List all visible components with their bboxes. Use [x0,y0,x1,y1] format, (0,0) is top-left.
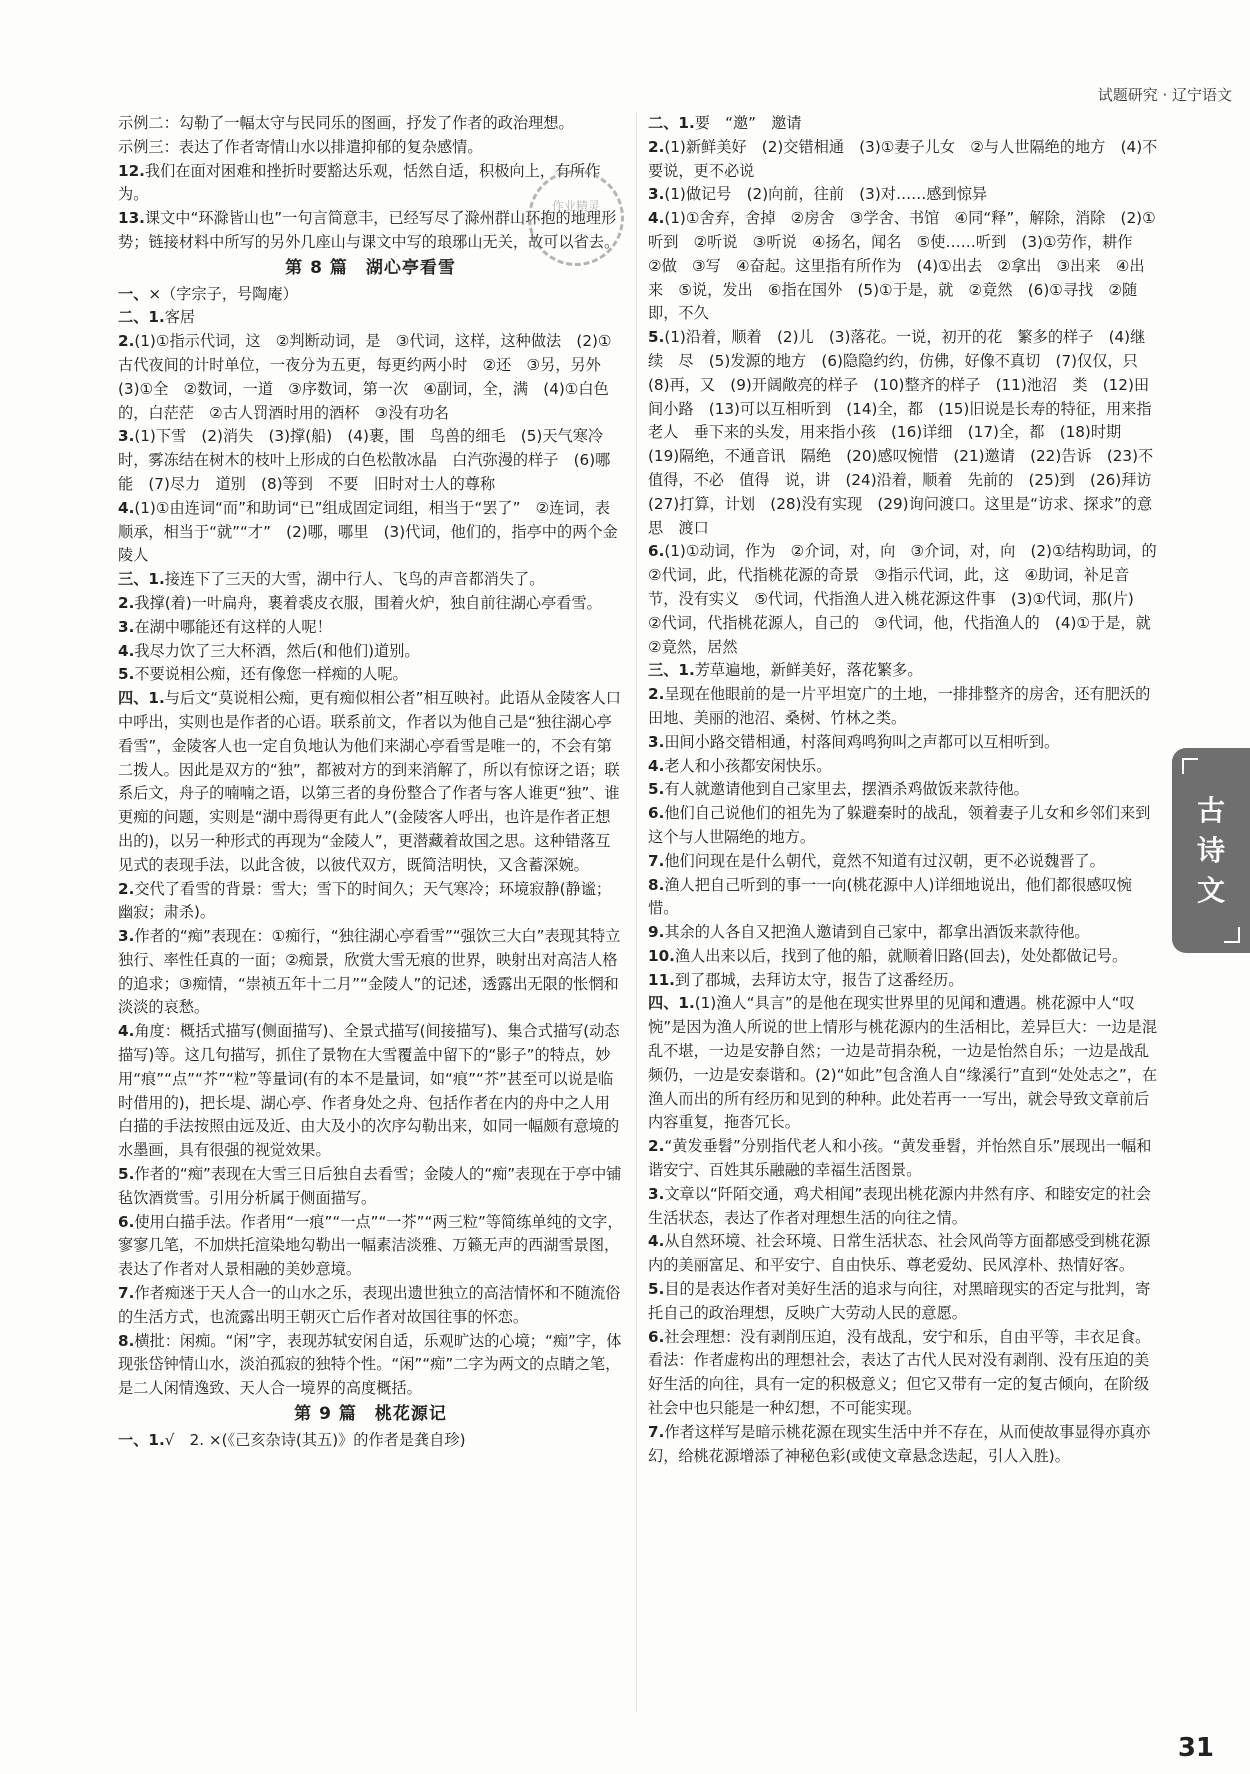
section-title: 第 9 篇 桃花源记 [294,1404,447,1425]
answer-text: √ 2. ×(《己亥杂诗(其五)》的作者是龚自珍) [164,1430,466,1449]
answer-text: 渔人出来以后，找到了他的船，就顺着旧路(回去)，处处都做记号。 [674,946,1128,965]
answer-text: 老人和小孩都安闲快乐。 [664,756,832,775]
column-divider [636,112,637,1712]
answer-number: 5. [118,665,135,684]
answer-text: 示例三：表达了作者寄情山水以排遣抑郁的复杂感情。 [118,137,483,156]
answer-number: 3. [648,1184,665,1203]
answer-item [118,878,623,926]
answer-item [118,687,623,877]
answer-text: 他们问现在是什么朝代，竟然不知道有过汉朝，更不必说魏晋了。 [664,851,1105,870]
answer-number: 6. [648,542,665,561]
answer-item [648,969,1158,993]
answer-number: 6. [648,1327,665,1346]
answer-text: 交代了看雪的背景：雪大；雪下的时间久；天气寒冷；环境寂静(静谧；幽寂；肃杀)。 [118,879,612,922]
answer-text: 作者这样写是暗示桃花源在现实生活中并不存在，从而使故事显得亦真亦幻，给桃花源增添了神秘色彩(或使文章悬念迭起，引人入胜)。 [648,1422,1151,1465]
answer-item [648,326,1167,540]
answer-number: 3. [118,427,135,446]
answer-item [648,850,1158,874]
answer-item [648,874,1158,922]
answer-item [118,306,623,330]
bracket-decoration [1224,927,1240,943]
answer-text: 要 “邀” 邀请 [694,114,802,132]
answer-number: 5. [648,328,665,347]
answer-number: 4. [118,498,135,517]
answer-number: 4. [648,1232,665,1251]
answer-text: 课文中“环滁皆山也”一句言简意丰，已经写尽了滁州群山环抱的地理形势；链接材料中所写的另外几座山与课文中写的琅琊山无关，故可以省去。 [118,209,620,251]
answer-text: 社会理想：没有剥削压迫，没有战乱，安宁和乐，自由平等，丰衣足食。看法：作者虚构出的理想社会，表达了古代人民对没有剥削、没有压迫的美好生活的向往，具有一定的积极意义；但它又带有一定的复古倾向，在阶级社会中也只能是一种幻想，不可能实现。 [648,1327,1151,1418]
answer-text: 作者痴迷于天人合一的山水之乐，表现出遗世独立的高洁情怀和不随流俗的生活方式，也流露出明王朝灭亡后作者对故国往事的怀恋。 [118,1284,621,1326]
answer-number: 3. [648,732,665,751]
answer-text: (1)①舍弃，舍掉 ②房舍 ③学舍、书馆 ④同“释”，解除，消除 (2)①听到 ②听说 ③听说 ④扬名，闻名 ⑤使……听到 (3)①劳作，耕作 ②做 ③写 ④奋起。这里指有所作为 (4)①出去 ②拿出 ③出来 ④出来 ⑤说，发出 ⑥指在国外 (5)①于是，就 ②竟然 (6)①寻找 ②随即，不久 [648,209,1156,323]
answer-number: 8. [648,875,665,894]
answer-number: 二、1. [648,114,695,132]
answer-item [118,283,623,307]
answer-number: 9. [648,923,665,942]
left-column [118,112,623,1453]
answer-item [648,802,1158,850]
answer-item [118,616,623,640]
answer-text: 到了郡城，去拜访太守，报告了这番经历。 [674,970,964,989]
answer-text: (1)①指示代词，这 ②判断动词，是 ③代词，这样，这种做法 (2)①古代夜间的计时单位，一夜分为五更，每更约两小时 ②还 ③另，另外 (3)①全 ②数词，一道 ③序数词，第一次 ④副词，全，满 (4)①白色的，白茫茫 ②古人罚酒时用的酒杯 ③没有功名 [118,332,617,422]
answer-text: (1)沿着，顺着 (2)儿 (3)落花。一说，初开的花 繁多的样子 (4)继续 尽 (5)发源的地方 (6)隐隐约约，仿佛，好像不真切 (7)仅仅，只 (8)再，又 (9)开阔敞亮的样子 (10)整齐的样子 (11)池沼 类 (12)田间小路 (13)可以互相听到 (14)全，都 (15)旧说是长寿的特征，用来指老人 垂下来的头发，用来指小孩 (16)详细 (17)全，都 (18)时期 (19)隔绝，不通音讯 隔绝 (20)感叹惋惜 (21)邀请 (22)告诉 (23)不值得，不必 值得 说，讲 (24)沿着，顺着 先前的 (25)到 (26)拜访 (27)打算，计划 (28)没有实现 (29)询问渡口。这里是“访求、探求”的意思 渡口 [648,328,1167,537]
answer-number: 2. [648,1137,665,1156]
answer-item [648,1230,1158,1278]
answer-text: 横批：闲痴。“闲”字，表现苏轼安闲自适，乐观旷达的心境；“痴”字，体现张岱钟情山水，淡泊孤寂的独特个性。“闲”“痴”二字为两文的点睛之笔，是二人闲情逸致、天人合一境界的高度概括。 [118,1331,622,1398]
answer-text: 我尽力饮了三大杯酒，然后(和他们)道别。 [134,641,420,660]
answer-item [118,1020,623,1163]
answer-item [648,1326,1158,1421]
answer-number: 一、1. [118,1430,165,1449]
answer-item [118,330,623,425]
answer-item [648,1421,1158,1469]
answer-text: 接连下了三天的大雪，湖中行人、飞鸟的声音都消失了。 [164,570,545,589]
answer-number: 4. [648,209,665,228]
answer-text: 不要说相公痴，还有像您一样痴的人呢。 [134,665,408,684]
answer-number: 4. [118,641,135,660]
bracket-decoration [1182,758,1198,774]
answer-number: 四、1. [648,994,695,1013]
answer-item [118,136,623,160]
answer-text: 其余的人各自又把渔人邀请到自己家中，都拿出酒饭来款待他。 [664,923,1090,942]
answer-number: 3. [648,185,665,204]
answer-number: 四、1. [118,689,165,708]
answer-number: 2. [648,685,665,704]
answer-number: 4. [648,756,665,775]
answer-item [648,1135,1158,1183]
answer-number: 2. [118,332,135,351]
answer-text: 芳草遍地，新鲜美好，落花繁多。 [694,661,923,680]
answer-item [118,112,623,136]
answer-text: 他们自己说他们的祖先为了躲避秦时的战乱，领着妻子儿女和乡邻们来到这个与人世隔绝的地方。 [648,804,1151,846]
answer-number: 8. [118,1331,135,1350]
answer-number: 5. [648,1280,665,1299]
answer-number: 三、1. [118,570,165,589]
answer-item [118,425,623,496]
answer-text: 客居 [164,308,196,327]
answer-number: 11. [648,970,675,989]
answer-number: 7. [118,1284,135,1303]
answer-text: ×（字宗子，号陶庵） [148,284,298,303]
answer-number: 2. [648,137,665,156]
answer-text: 在湖中哪能还有这样的人呢！ [134,617,332,636]
answer-item [648,1183,1158,1231]
answer-item [648,992,1158,1135]
answer-item [118,925,623,1020]
section-tab [1172,748,1250,953]
answer-item [648,659,1158,683]
answer-number: 12. [118,161,145,180]
answer-number: 5. [118,1165,135,1184]
answer-text: 呈现在他眼前的是一片平坦宽广的土地，一排排整齐的房舍，还有肥沃的田地、美丽的池沼、桑树、竹林之类。 [648,685,1151,727]
answer-item [118,1211,623,1282]
answer-number: 2. [118,593,135,612]
answer-item [118,1429,623,1453]
answer-number: 7. [648,1422,665,1441]
answer-text: “黄发垂髫”分别指代老人和小孩。“黄发垂髫，并怡然自乐”展现出一幅和谐安宁、百姓其乐融融的幸福生活图景。 [648,1137,1152,1180]
answer-item [648,778,1158,802]
answer-item [648,731,1158,755]
watermark-stamp: 作业精灵 [528,170,624,266]
answer-text: 使用白描手法。作者用“一痕”“一点”“一芥”“两三粒”等简练单纯的文字，寥寥几笔，不加烘托渲染地勾勒出一幅素洁淡雅、万籁无声的西湖雪景图，表达了作者对人景相融的美妙意境。 [118,1212,623,1279]
answer-item [118,1330,623,1401]
answer-text: (1)渔人“具言”的是他在现实世界里的见闻和遭遇。桃花源中人“叹惋”是因为渔人所说的世上情形与桃花源内的生活相比，差异巨大：一边是混乱不堪，一边是安静自然；一边是苛捐杂税，一边是怡然自乐；一边是战乱频仍，一边是安泰谐和。(2)“如此”包含渔人自“缘溪行”直到“处处志之”，在渔人而出的所有经历和见到的种种。此处若再一一写出，就会导致文章前后内容重复，拖沓冗长。 [648,994,1158,1132]
answer-item [648,921,1158,945]
answer-item [648,945,1158,969]
answer-text: 目的是表达作者对美好生活的追求与向往，对黑暗现实的否定与批判，寄托自己的政治理想，反映广大劳动人民的意愿。 [648,1280,1151,1322]
right-column [648,112,1172,1468]
answer-item [648,755,1158,779]
answer-text: (1)①动词，作为 ②介词，对，向 ③介词，对，向 (2)①结构助词，的 ②代词，此，代指桃花源的奇景 ③指示代词，此，这 ④助词，补足音节，没有实义 ⑤代词，代指渔人进入桃花源这件事 (3)①代词，那(片) ②代词，代指桃花源人，自己的 ③代词，他，代指渔人的 (4)①于是，就 ②竟然，居然 [648,542,1172,656]
answer-item [648,183,1158,207]
answer-text: 我们在面对困难和挫折时要豁达乐观，恬然自适，积极向上，有所作为。 [118,161,601,204]
answer-text: 角度：概括式描写(侧面描写)、全景式描写(间接描写)、集合式描写(动态描写)等。这几句描写，抓住了景物在大雪覆盖中留下的“影子”的特点，妙用“痕”“点”“芥”“粒”等量词(有的本不是量词，如“痕”“芥”甚至可以说是临时借用的)，把长堤、湖心亭、作者身处之舟、包括作者在内的舟中之人用白描的手法按照由远及近、由大及小的次序勾勒出来，如同一幅颇有意境的水墨画，具有很强的视觉效果。 [118,1022,620,1160]
answer-number: 13. [118,209,145,228]
answer-text: 我撑(着)一叶扁舟，裹着裘皮衣服，围着火炉，独自前往湖心亭看雪。 [134,593,602,612]
answer-item [118,1163,623,1211]
answer-text: 文章以“阡陌交通，鸡犬相闻”表现出桃花源内井然有序、和睦安定的社会生活状态，表达了作者对理想生活的向往之情。 [648,1184,1151,1227]
answer-number: 5. [648,780,665,799]
answer-number: 3. [118,927,135,946]
answer-item [118,592,623,616]
answer-text: (1)新鲜美好 (2)交错相通 (3)①妻子儿女 ②与人世隔绝的地方 (4)不要说，更不必说 [648,137,1158,180]
answer-item [648,540,1172,659]
section-title: 第 8 篇 湖心亭看雪 [285,257,456,278]
answer-item [118,568,623,592]
answer-text: 与后文“莫说相公痴，更有痴似相公者”相互映衬。此语从金陵客人口中呼出，实则也是作者的心语。联系前文，作者以为他自己是“独往湖心亭看雪”，金陵客人也一定自负地认为他们来湖心亭看雪是唯一的，不会有第二拨人。因此是双方的“独”，都被对方的到来消解了，所以有惊讶之语；联系后文，舟子的喃喃之语，以第三者的身份整合了作者与客人谁更“独”、谁更痴的问题，实则是“湖中焉得更有此人”(金陵客人呼出，也许是作者正想出的)，以另一种形式的再现为“金陵人”，更潜藏着故国之思。这种错落互见式的表现手法，以此含彼，以彼代双方，既简洁明快，又含蓄深婉。 [118,689,621,874]
answer-number: 二、1. [118,308,165,327]
answer-item [648,1278,1158,1326]
answer-number: 10. [648,946,675,965]
answer-number: 7. [648,851,665,870]
answer-number: 三、1. [648,661,695,680]
answer-text: 作者的“痴”表现在大雪三日后独自去看雪；金陵人的“痴”表现在于亭中铺毡饮酒赏雪。引用分析属于侧面描写。 [118,1165,622,1207]
answer-number: 2. [118,879,135,898]
answer-text: 田间小路交错相通，村落间鸡鸣狗叫之声都可以互相听到。 [664,732,1060,751]
answer-text: (1)①由连词“而”和助词“已”组成固定词组，相当于“罢了” ②连词，表顺承，相当于“就”“才” (2)哪，哪里 (3)代词，他们的，指亭中的两个金陵人 [118,498,618,565]
answer-item [648,683,1158,731]
answer-item [648,136,1158,184]
answer-text: 示例二：勾勒了一幅太守与民同乐的图画，抒发了作者的政治理想。 [118,114,574,132]
answer-text: 有人就邀请他到自己家里去，摆酒杀鸡做饭来款待他。 [664,780,1029,799]
answer-text: 从自然环境、社会环境、日常生活状态、社会风尚等方面都感受到桃花源内的美丽富足、和平安宁、自由快乐、尊老爱幼、民风淳朴、热情好客。 [648,1232,1151,1275]
answer-text: 作者的“痴”表现在：①痴行，“独往湖心亭看雪”“强饮三大白”表现其特立独行、率性任真的一面；②痴景，欣赏大雪无痕的世界，映射出对高洁人格的追求；③痴情，“崇祯五年十二月”“金陵人”的记述，透露出无限的怅惘和淡淡的哀愁。 [118,927,621,1017]
answer-item [118,497,623,568]
section-tab-label: 古诗文 [1196,793,1225,907]
answer-item [118,640,623,664]
answer-number: 3. [118,617,135,636]
answer-number: 一、 [118,284,149,303]
answer-item [648,207,1158,326]
answer-text: 渔人把自己听到的事一一向(桃花源中人)详细地说出，他们都很感叹惋惜。 [648,875,1132,918]
answer-number: 6. [648,804,665,823]
page-number: 31 [1177,1733,1214,1763]
answer-number: 4. [118,1022,135,1041]
answer-item [648,112,1158,136]
answer-number: 6. [118,1212,135,1231]
answer-item [118,1282,623,1330]
answer-item [118,663,623,687]
page-header: 试题研究 · 辽宁语文 [1097,86,1232,104]
answer-text: (1)做记号 (2)向前，往前 (3)对……感到惊异 [664,185,988,204]
answer-text: (1)下雪 (2)消失 (3)撑(船) (4)裹，围 鸟兽的细毛 (5)天气寒冷时，雾冻结在树木的枝叶上形成的白色松散冰晶 白汽弥漫的样子 (6)哪能 (7)尽力 道别 (8)等到 不要 旧时对士人的尊称 [118,427,611,493]
